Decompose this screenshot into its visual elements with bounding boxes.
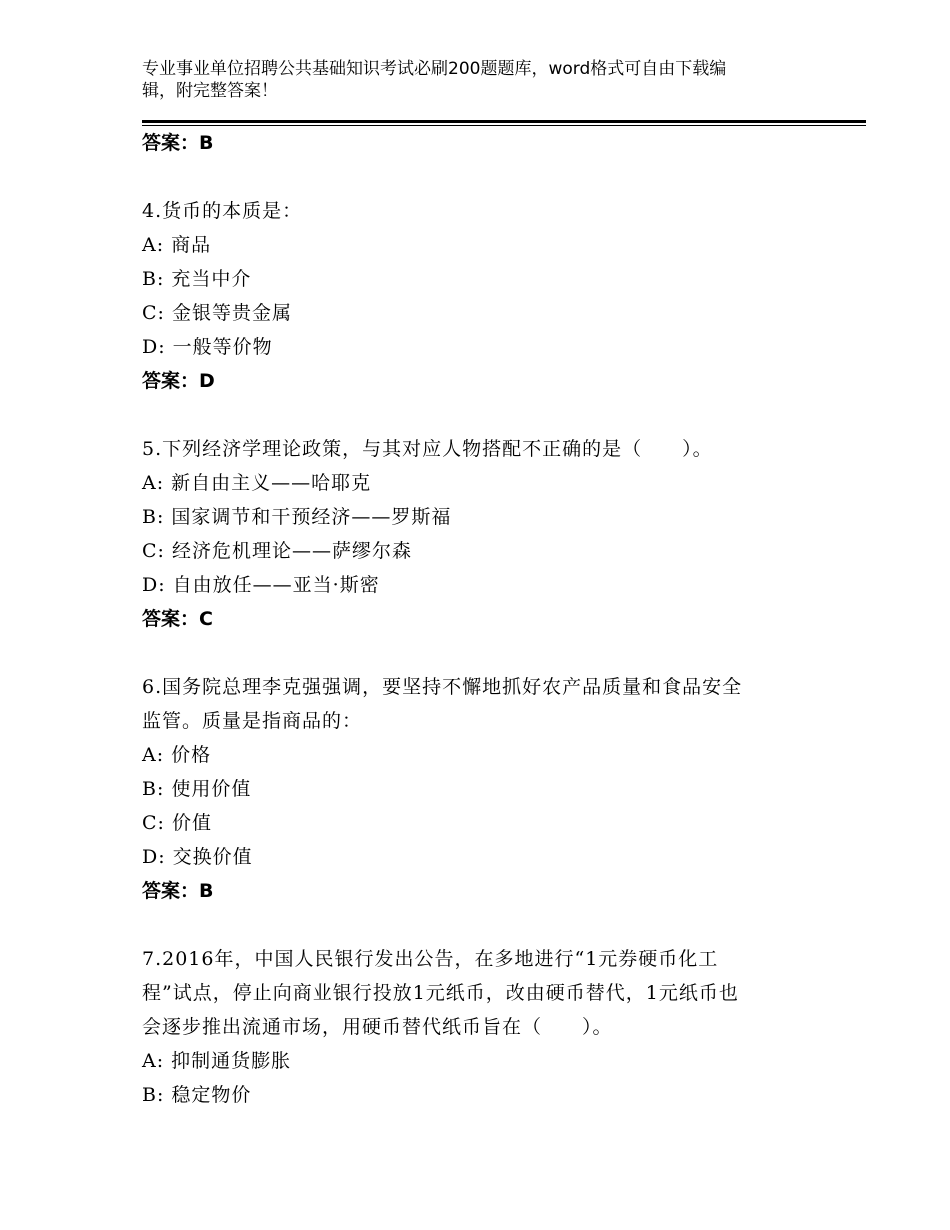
spacer bbox=[142, 908, 832, 942]
question-4 bbox=[142, 194, 832, 398]
header-title-line-1: 专业事业单位招聘公共基础知识考试必刷200题题库，word格式可自由下载编 bbox=[142, 59, 727, 79]
option-d: D: 交换价值 bbox=[142, 846, 253, 868]
spacer bbox=[142, 398, 832, 432]
option-a: A: 抑制通货膨胀 bbox=[142, 1050, 292, 1072]
option-a: A: 新自由主义——哈耶克 bbox=[142, 472, 372, 494]
question-5 bbox=[142, 432, 832, 636]
answer: 答案：C bbox=[142, 608, 213, 630]
header-rule-thick bbox=[142, 120, 866, 123]
question-stem-line-2: 程”试点，停止向商业银行投放1元纸币，改由硬币替代，1元纸币也 bbox=[142, 982, 739, 1004]
option-b: B: 国家调节和干预经济——罗斯福 bbox=[142, 506, 452, 528]
question-7 bbox=[142, 942, 832, 1112]
answer: 答案：D bbox=[142, 370, 215, 392]
question-stem-line-1: 7.2016年，中国人民银行发出公告，在多地进行“1元券硬币化工 bbox=[142, 948, 719, 970]
question-stem-line-1: 6.国务院总理李克强强调，要坚持不懈地抓好农产品质量和食品安全 bbox=[142, 676, 743, 698]
option-a: A: 价格 bbox=[142, 744, 212, 766]
option-b: B: 稳定物价 bbox=[142, 1084, 252, 1106]
answer: 答案：B bbox=[142, 880, 214, 902]
option-c: C: 经济危机理论——萨缪尔森 bbox=[142, 540, 412, 562]
spacer bbox=[142, 636, 832, 670]
question-6 bbox=[142, 670, 832, 908]
option-d: D: 自由放任——亚当·斯密 bbox=[142, 574, 380, 596]
page-header bbox=[142, 58, 792, 102]
spacer bbox=[142, 160, 832, 194]
question-stem-line-3: 会逐步推出流通市场，用硬币替代纸币旨在（ ）。 bbox=[142, 1016, 613, 1038]
option-b: B: 使用价值 bbox=[142, 778, 252, 800]
previous-answer: 答案：B bbox=[142, 132, 214, 154]
header-title-line-2: 辑，附完整答案！ bbox=[142, 81, 278, 101]
option-d: D: 一般等价物 bbox=[142, 336, 273, 358]
question-stem: 4.货币的本质是： bbox=[142, 200, 303, 222]
question-stem-line-2: 监管。质量是指商品的： bbox=[142, 710, 363, 732]
option-c: C: 价值 bbox=[142, 812, 212, 834]
question-list bbox=[142, 126, 832, 1112]
question-stem: 5.下列经济学理论政策，与其对应人物搭配不正确的是（ ）。 bbox=[142, 438, 713, 460]
option-a: A: 商品 bbox=[142, 234, 212, 256]
option-b: B: 充当中介 bbox=[142, 268, 252, 290]
option-c: C: 金银等贵金属 bbox=[142, 302, 292, 324]
